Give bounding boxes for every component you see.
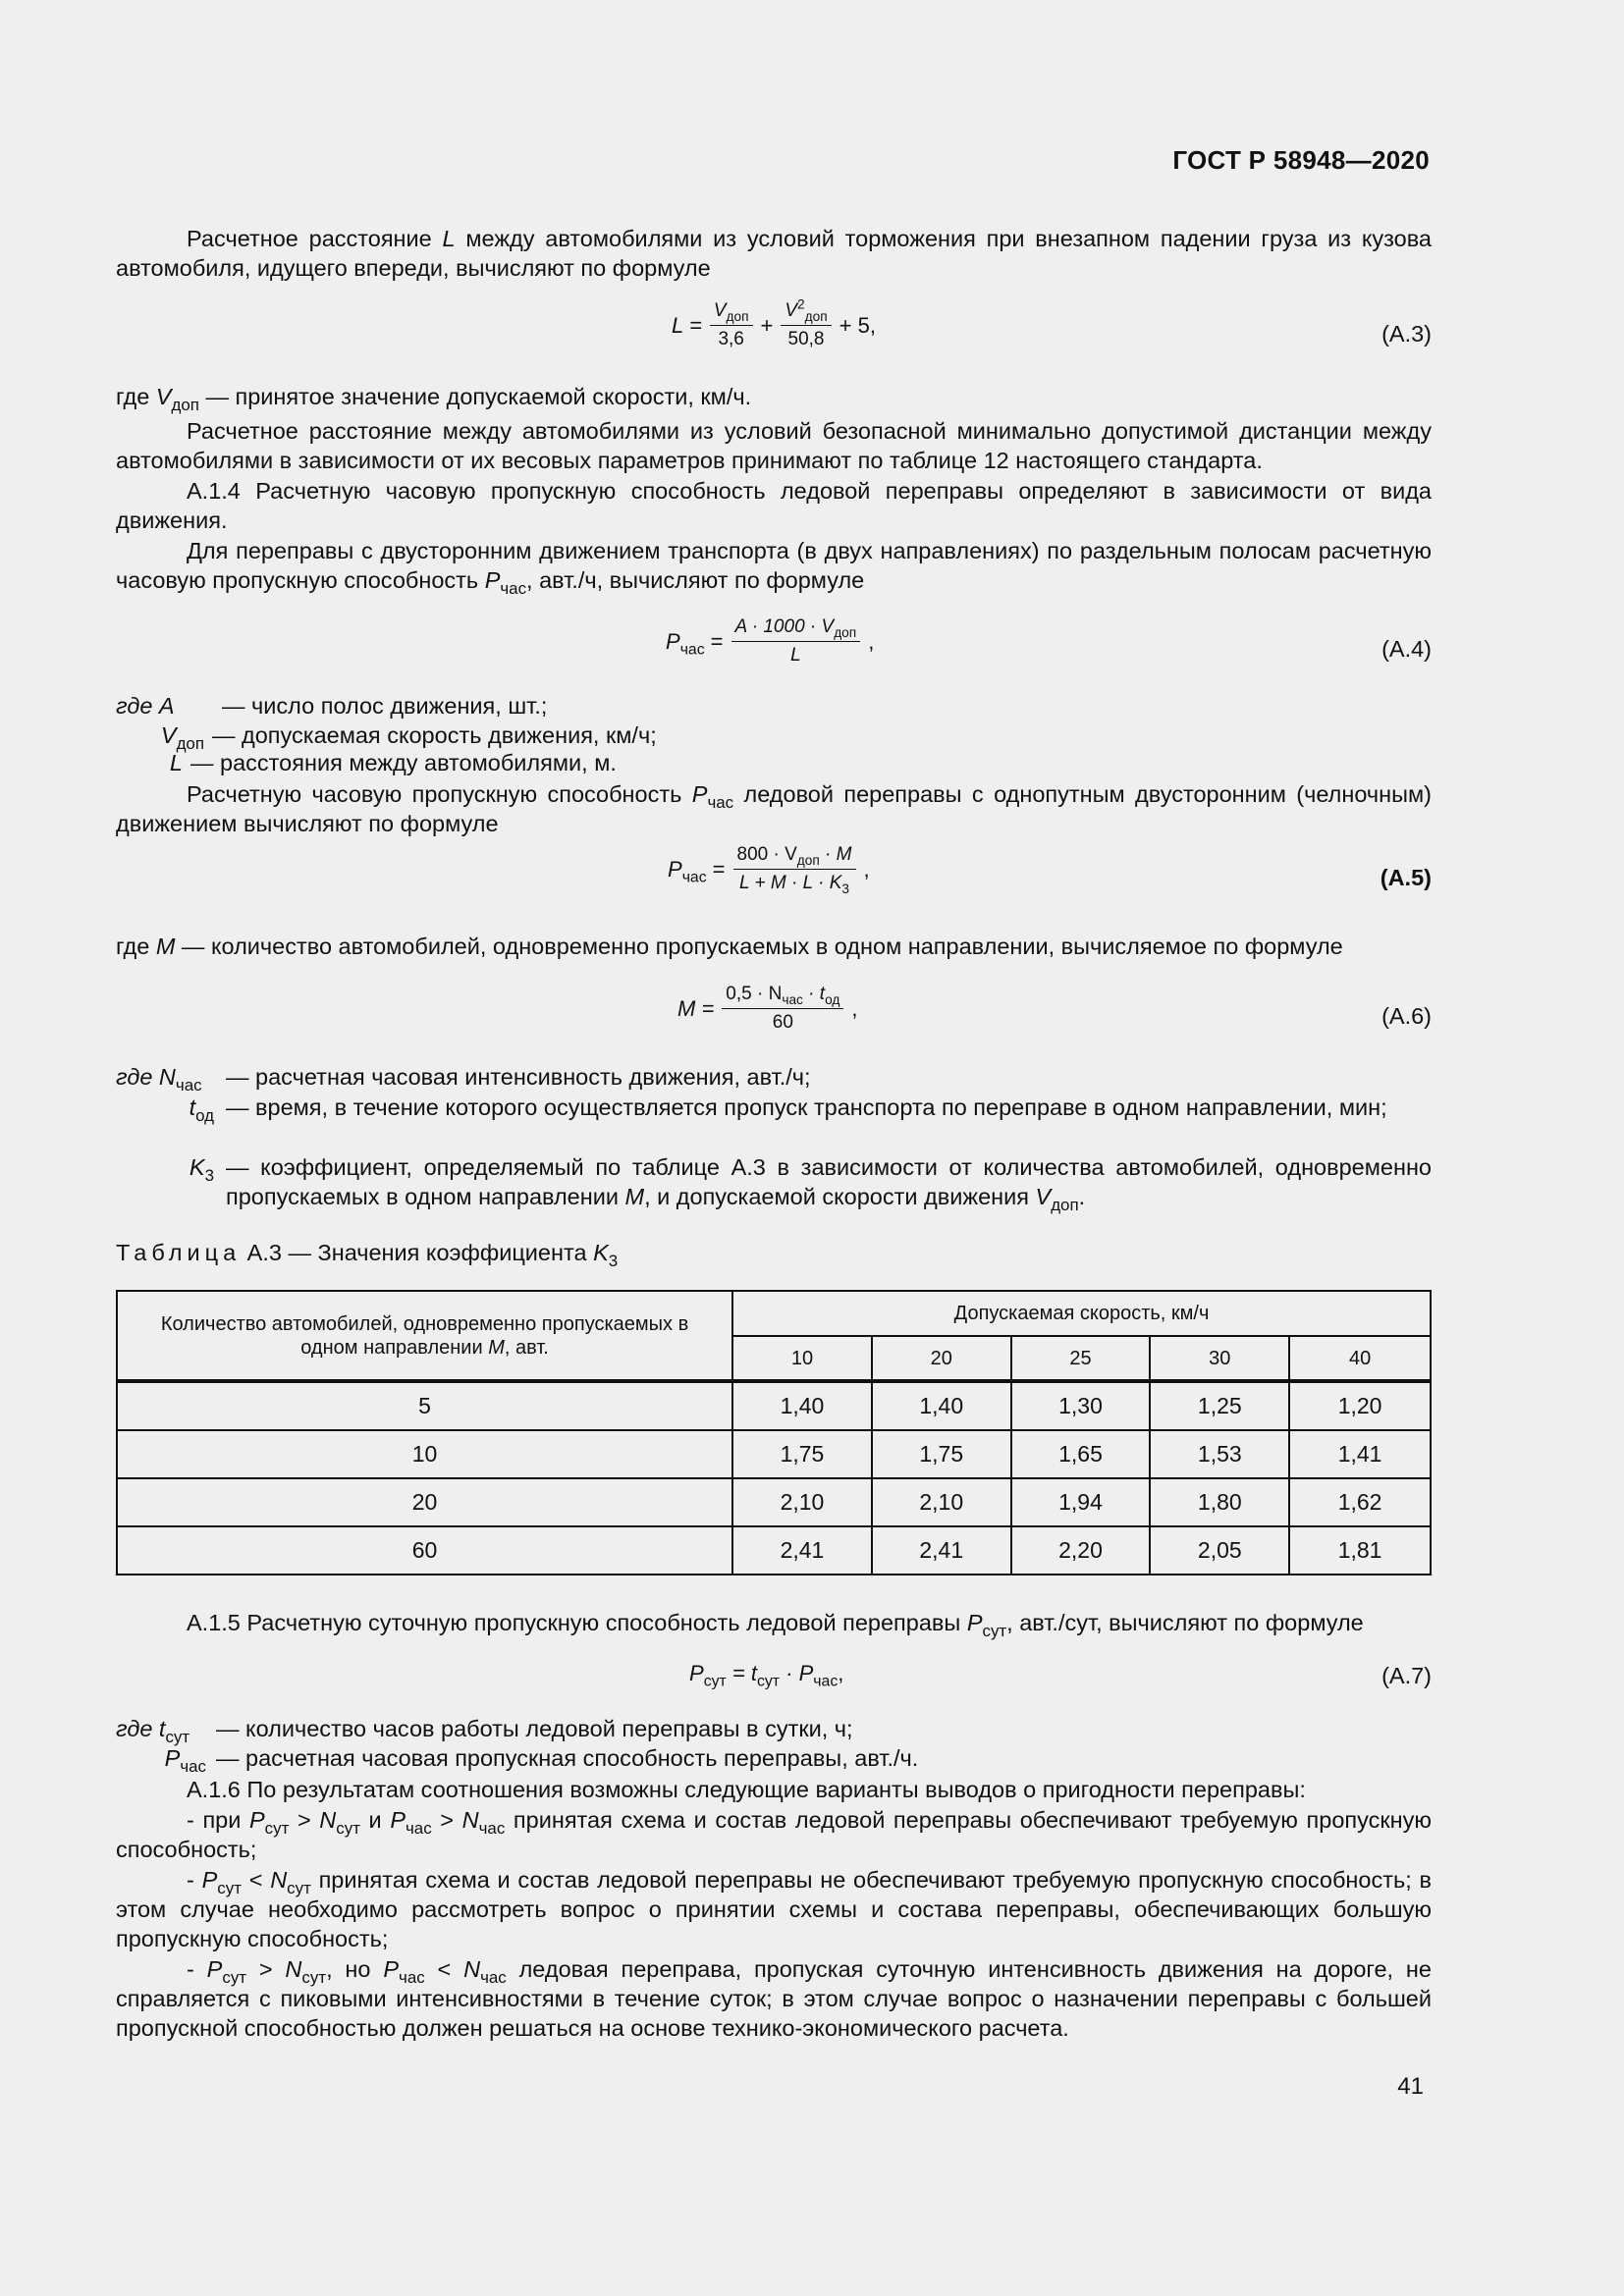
table-header-count: Количество автомобилей, одновременно пропускаемых в одном направлении M, авт. (117, 1291, 732, 1381)
table-cell: 1,94 (1011, 1478, 1151, 1526)
table-header-speed: Допускаемая скорость, км/ч (732, 1291, 1431, 1336)
para-a16: А.1.6 По результатам соотношения возможны следующие варианты выводов о пригодности переправы: (187, 1777, 1306, 1802)
def-a3: где $V_{доп}$ — принятое значение допускаемой скорости, км/ч. (116, 384, 752, 414)
table-cell: 1,20 (1289, 1381, 1431, 1430)
formula-a3: L = $\frac{V_{доп}}{3,6}$ + $\frac{V^2_{доп}}{50,8}$ + 5, (672, 296, 876, 349)
para-shuttle: Расчетную часовую пропускную способность $P_{час}$ ледовой переправы с однопутным двусторонним (челночным) движением вычисляют по формуле (116, 781, 1432, 836)
equation-number-a5: (А.5) (1380, 865, 1432, 890)
bullet-2: - $P_{сут} < N_{сут}$ принятая схема и состав ледовой переправы не обеспечивают требуемую пропускную способность; в этом случае необходимо рассмотреть вопрос о принятии схемы и состава переправы, обеспечивающих большую пропускную способность; (116, 1867, 1432, 1951)
para-a3-intro: Расчетное расстояние L между автомобилями из условий торможения при внезапном падении груза из кузова автомобиля, идущего впереди, вычисляют по формуле (116, 226, 1433, 281)
table-header-speed-value: 10 (732, 1336, 872, 1381)
def-a5: где M — количество автомобилей, одновременно пропускаемых в одном направлении, вычисляемое по формуле (116, 934, 1343, 959)
table-cell: 2,41 (732, 1526, 872, 1575)
table-cell: 1,30 (1011, 1381, 1151, 1430)
formula-a5: $P_{час}$ = $\frac{800 \cdot V_{доп} \cdot M}{L + M \cdot L \cdot K_3}$ , (668, 844, 870, 896)
equation-number-a3: (А.3) (1381, 321, 1432, 347)
table-header-speed-value: 30 (1150, 1336, 1289, 1381)
doc-code-header: ГОСТ Р 58948—2020 (1172, 145, 1430, 175)
table-cell: 1,81 (1289, 1526, 1431, 1575)
equation-number-a6: (А.6) (1381, 1003, 1432, 1029)
def-a6-n: где $N_{час}$ — расчетная часовая интенсивность движения, авт./ч; (116, 1064, 811, 1095)
def-a4-l: L — расстояния между автомобилями, м. (169, 750, 617, 775)
table-cell: 2,41 (872, 1526, 1011, 1575)
def-a6-t: $t_{од}$ — время, в течение которого осуществляется пропуск транспорта по переправе в одном направлении, мин; (189, 1095, 1387, 1125)
table-cell: 1,25 (1150, 1381, 1289, 1430)
def-a4-v: $V_{доп}$ — допускаемая скорость движения, км/ч; (160, 722, 657, 753)
table-row (117, 1526, 1431, 1575)
para-a14: А.1.4 Расчетную часовую пропускную способность ледовой переправы определяют в зависимости от вида движения. (116, 478, 1432, 533)
table-row (117, 1478, 1431, 1526)
table-caption: Таблица А.3 — Значения коэффициента $K_3$ (116, 1240, 619, 1270)
table-cell: 1,40 (732, 1381, 872, 1430)
table-cell: 1,80 (1150, 1478, 1289, 1526)
table-cell: 1,62 (1289, 1478, 1431, 1526)
def-a7-p: $P_{час}$ — расчетная часовая пропускная способность переправы, авт./ч. (164, 1745, 919, 1776)
table-header-speed-value: 20 (872, 1336, 1011, 1381)
table-cell: 1,41 (1289, 1430, 1431, 1478)
table-cell: 1,75 (732, 1430, 872, 1478)
table-cell: 2,10 (872, 1478, 1011, 1526)
table-cell-count: 5 (117, 1381, 732, 1430)
table-cell-count: 60 (117, 1526, 732, 1575)
bullet-3: - $P_{сут} > N_{сут}$, но $P_{час} < N_{час}$ ледовая переправа, пропуская суточную интенсивность движения на дороге, не справляется с пиковыми интенсивностями в течение суток; в этом случае вопрос о назначении переправы с большей пропускной способностью должен решаться на основе технико-экономического расчета. (116, 1956, 1432, 2041)
equation-number-a7: (А.7) (1381, 1663, 1432, 1688)
formula-a4: $P_{час}$ = $\frac{A \cdot 1000 \cdot V_{доп}}{L}$ , (666, 616, 875, 666)
table-cell: 1,53 (1150, 1430, 1289, 1478)
def-a6-k: $K_3$ — коэффициент, определяемый по таблице А.3 в зависимости от количества автомобилей, одновременно пропускаемых в одном направлении M, и допускаемой скорости движения $V_{доп}$. (189, 1154, 1432, 1214)
table-cell: 1,40 (872, 1381, 1011, 1430)
def-a7-t: где $t_{сут}$ — количество часов работы ледовой переправы в сутки, ч; (116, 1716, 853, 1746)
bullet-1: - при $P_{сут} > N_{сут}$ и $P_{час} > N_{час}$ принятая схема и состав ледовой переправы обеспечивают требуемую пропускную способность; (116, 1807, 1432, 1862)
table-k3 (116, 1290, 1432, 1575)
def-a4-a: где A — число полос движения, шт.; (116, 693, 548, 719)
page-number: 41 (1397, 2073, 1424, 2100)
table-header-speed-value: 25 (1011, 1336, 1151, 1381)
formula-a7: $P_{сут} = t_{сут} \cdot P_{час}$, (689, 1661, 844, 1690)
table-cell: 2,10 (732, 1478, 872, 1526)
table-row (117, 1381, 1431, 1430)
para-two-way: Для переправы с двусторонним движением транспорта (в двух направлениях) по раздельным полосам расчетную часовую пропускную способность $P_{час}$, авт./ч, вычисляют по формуле (116, 538, 1432, 598)
para-safe-distance: Расчетное расстояние между автомобилями из условий безопасной минимально допустимой дистанции между автомобилями в зависимости от их весовых параметров принимают по таблице 12 настоящего стандарта. (116, 418, 1432, 473)
table-cell-count: 10 (117, 1430, 732, 1478)
table-header-speed-value: 40 (1289, 1336, 1431, 1381)
equation-number-a4: (А.4) (1381, 636, 1432, 662)
table-cell: 1,65 (1011, 1430, 1151, 1478)
table-cell: 2,05 (1150, 1526, 1289, 1575)
formula-a6: M = $\frac{0,5 \cdot N_{час} \cdot t_{од}}{60}$ , (677, 984, 858, 1033)
table-cell-count: 20 (117, 1478, 732, 1526)
table-cell: 1,75 (872, 1430, 1011, 1478)
table-cell: 2,20 (1011, 1526, 1151, 1575)
para-a15: А.1.5 Расчетную суточную пропускную способность ледовой переправы $P_{сут}$, авт./сут, вычисляют по формуле (187, 1610, 1364, 1640)
table-row (117, 1430, 1431, 1478)
